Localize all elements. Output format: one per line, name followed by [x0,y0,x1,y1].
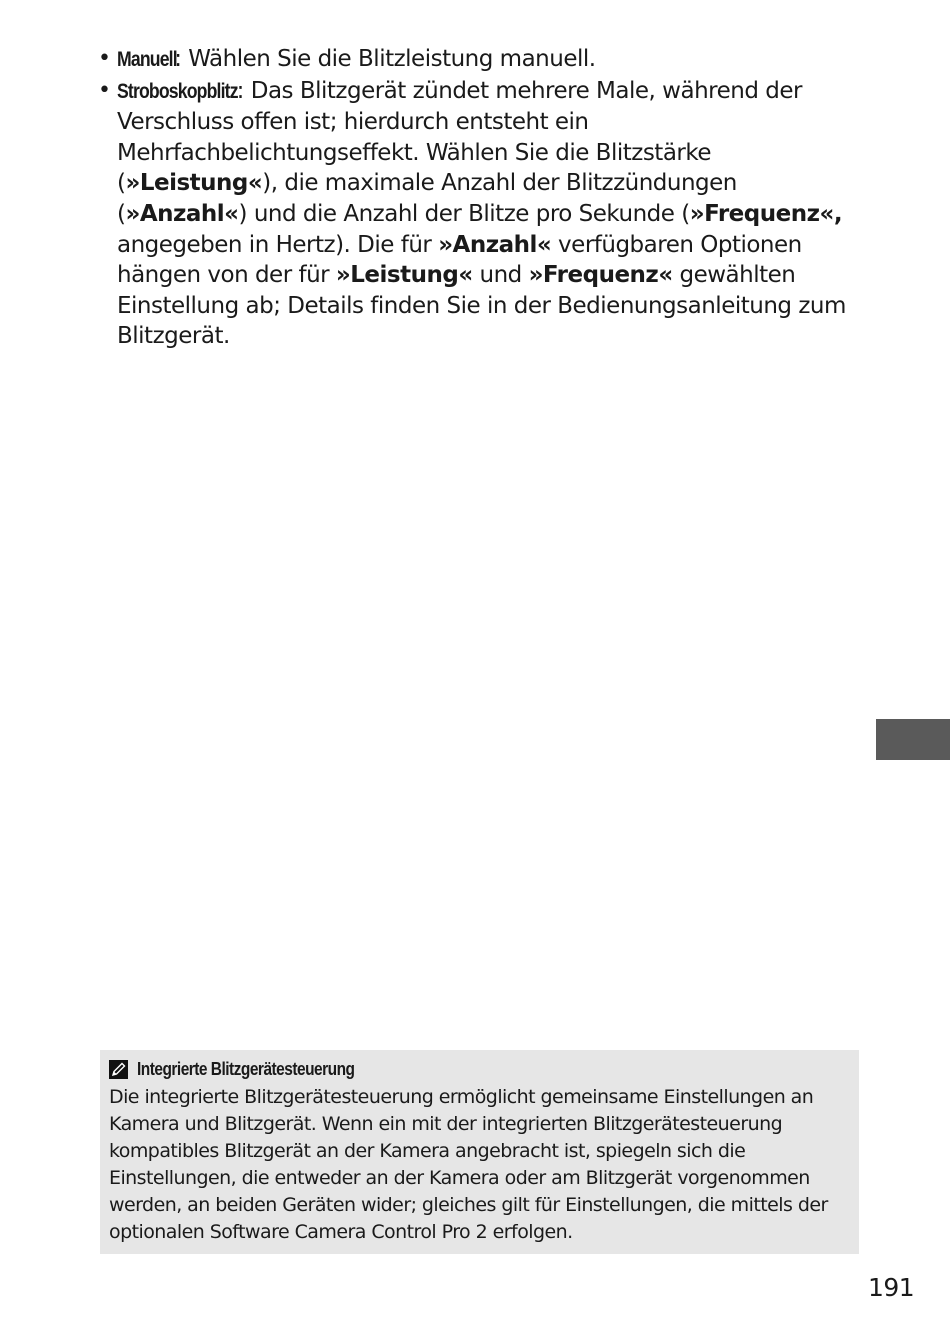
list-item [98,44,868,76]
keyword-anzahl: »Anzahl« [438,231,552,258]
pencil-note-icon [109,1060,128,1079]
note-box [100,1050,859,1254]
bullet-text: verfügbaren Optionen hängen von der für [117,231,802,289]
bullet-text: ) und die Anzahl der Blitze pro Sekunde ( [238,200,690,227]
keyword-anzahl: »Anzahl« [125,200,239,227]
bullet-text: : Wählen Sie die Blitzleistung manuell. [174,46,596,72]
bullet-term: Manuell [117,48,177,71]
note-title: Integrierte Blitzgerätesteuerung [137,1058,355,1079]
keyword-frequenz: »Frequenz« [528,262,673,289]
page-number: 191 [868,1273,915,1302]
note-body: Die integrierte Blitzgerätesteuerung ermöglicht gemeinsame Einstellungen an Kamera und Blitzgerät. Wenn ein mit der integrierten Blitzgerätesteuerung kompatibles Blitzgerät an der Kamera angebracht ist, spiegeln sich die Einstellungen, die entweder an der Kamera oder am Blitzgerät vorgenommen werden, an beiden Geräten wider; gleiches gilt für Einstellungen, die mittels der optionalen Software Camera Control Pro 2 erfolgen. [109,1086,828,1243]
chapter-thumb-tab [876,719,950,760]
bullet-text: : Das Blitzgerät zündet mehrere Male, während der Verschluss offen ist; hierdurch entsteht ein Mehrfachbelichtungseffekt. Wählen Sie die Blitzstärke ( [117,77,802,197]
bullet-text: ), die maximale Anzahl der Blitzzündungen ( [117,170,737,227]
bullet-list [98,44,868,352]
keyword-leistung: »Leistung« [125,170,263,197]
keyword-frequenz: »Frequenz«, [689,200,843,227]
bullet-text: gewählten Einstellung ab; Details finden Sie in der Bedienungsanleitung zum Blitzgerät. [117,262,846,350]
list-item [98,76,868,352]
note-header [109,1054,849,1084]
bullet-text: und [472,262,529,289]
bullet-text: angegeben in Hertz). Die für [117,231,439,258]
bullet-term: Stroboskopblitz [117,79,238,103]
keyword-leistung: »Leistung« [335,262,473,289]
bullet-icon: • [98,77,111,103]
bullet-icon: • [98,46,111,71]
